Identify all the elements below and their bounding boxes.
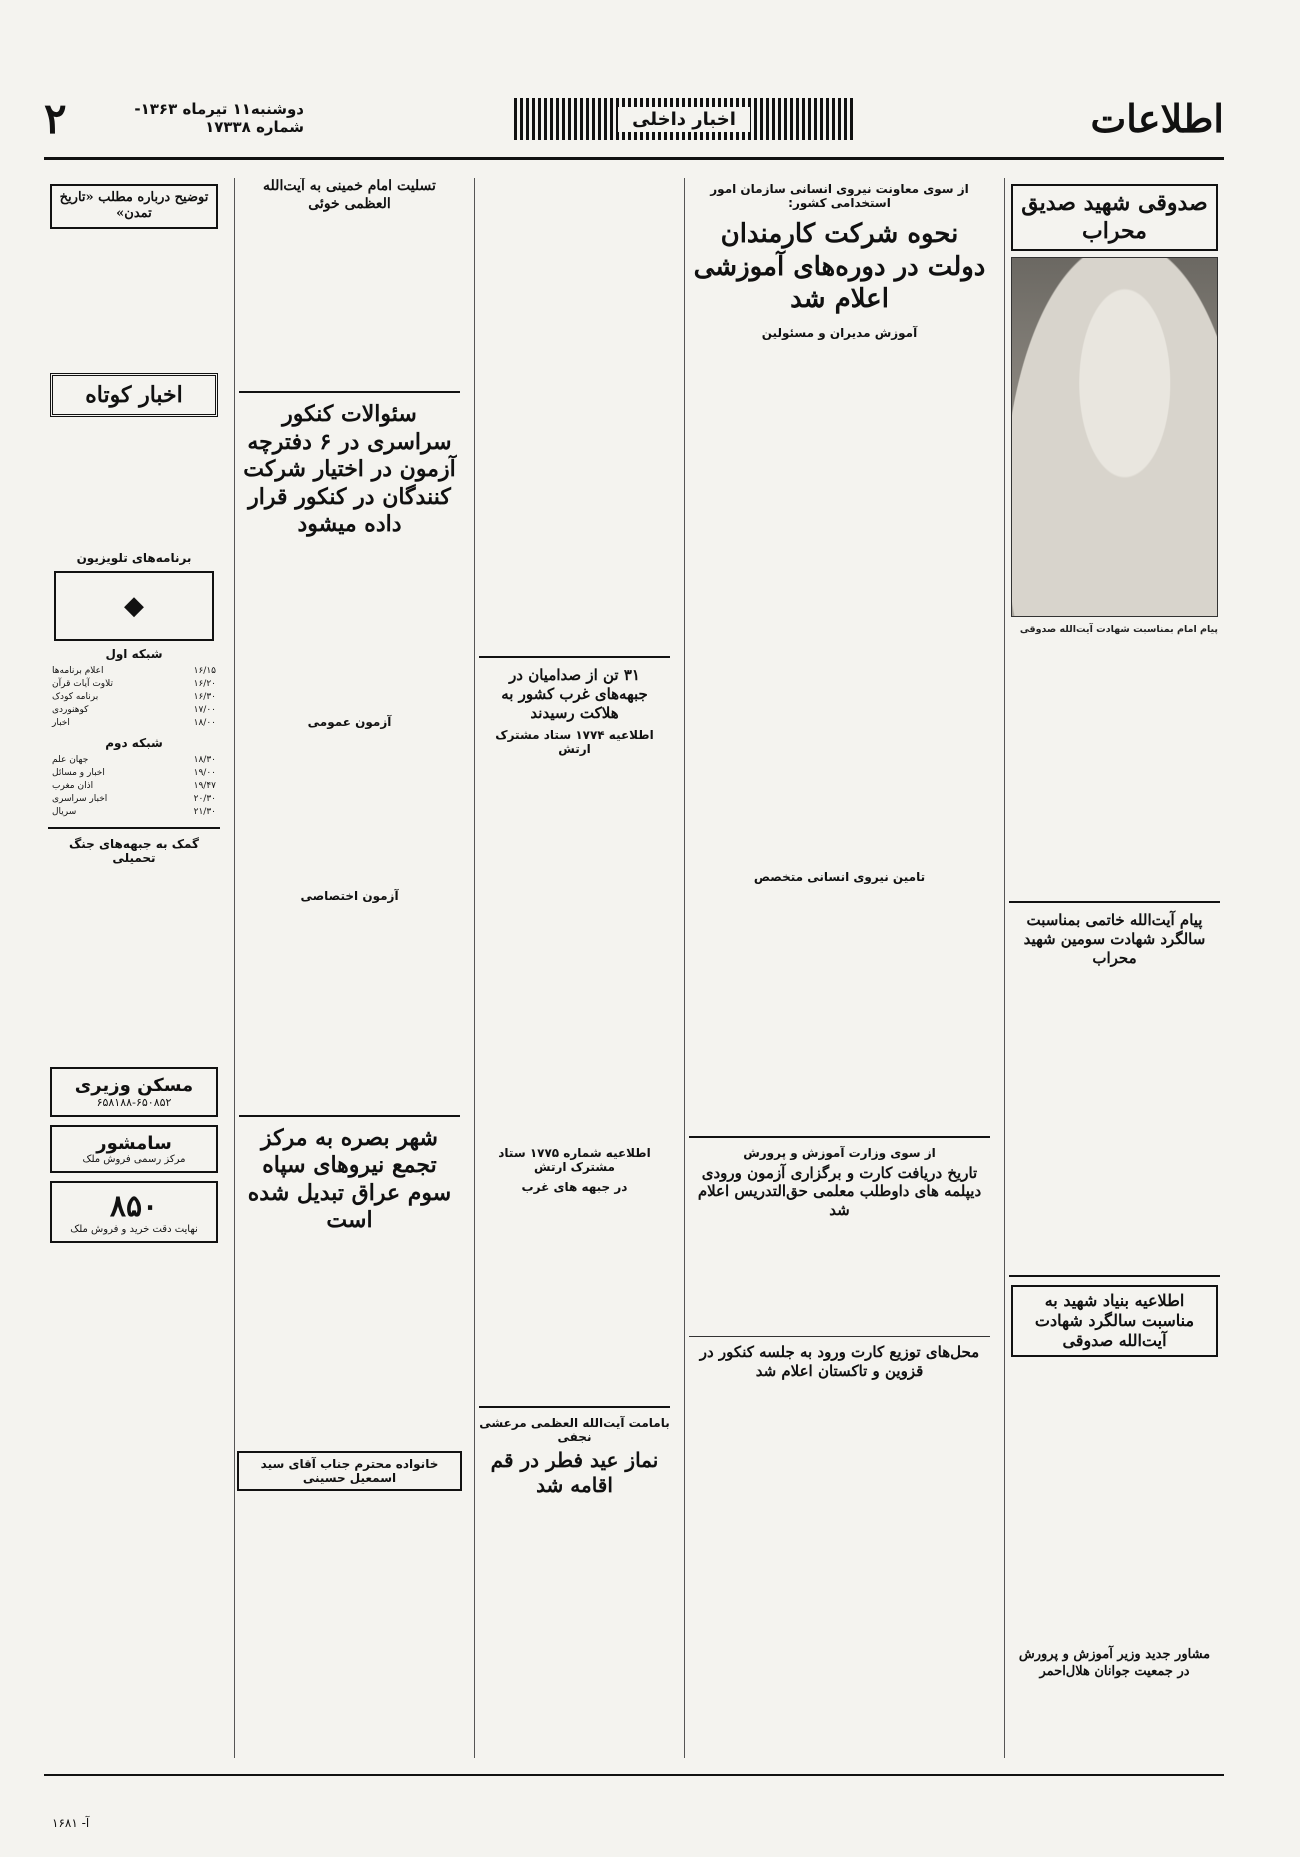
- article-body: [475, 760, 674, 1140]
- schedule-row: ۱۹/۴۷ اذان مغرب: [52, 780, 216, 791]
- ad-title: مسکن وزیری: [74, 1074, 194, 1096]
- article-body: [235, 539, 464, 709]
- footer-code: آ- ۱۶۸۱: [52, 1816, 90, 1830]
- headline-war: ۳۱ تن از صدامیان در جبهه‌های غرب کشور به هلاکت رسیدند: [501, 666, 648, 722]
- article-body: [1005, 967, 1224, 1267]
- schedule-row: ۱۸/۰۰ اخبار: [52, 717, 216, 728]
- column-left: [44, 178, 224, 1758]
- schedule-row: ۲۰/۳۰ اخبار سراسری: [52, 793, 216, 804]
- short-news-banner: اخبار کوتاه: [50, 373, 218, 417]
- article-caption: پیام امام بمناسبت شهادت آیت‌الله صدوقی: [1019, 624, 1218, 635]
- tv-schedule: [44, 665, 224, 730]
- ad-title: سامشور: [96, 1132, 172, 1154]
- ad-housing: [50, 1067, 218, 1117]
- ad-850: [50, 1181, 218, 1243]
- family-notice: خانواده محترم جناب آقای سید اسمعیل حسینی: [237, 1451, 462, 1491]
- article-body: [235, 733, 464, 883]
- column-center: [474, 178, 674, 1758]
- ad-subtitle: نهایت دقت خرید و فروش ملک: [70, 1223, 198, 1235]
- schedule-row: ۱۹/۰۰ اخبار و مسائل: [52, 767, 216, 778]
- article-body: [685, 1220, 994, 1330]
- portrait-photo: [1011, 257, 1218, 617]
- article-body: [235, 1235, 464, 1445]
- subhead-special-exam: آزمون اختصاصی: [300, 888, 399, 903]
- schedule-row: ۱۸/۳۰ جهان علم: [52, 754, 216, 765]
- headline-martyr-foundation: اطلاعیه بنیاد شهید به مناسبت سالگرد شهادت آیت‌الله صدوقی: [1011, 1285, 1218, 1357]
- newspaper-page: [44, 78, 1224, 1838]
- subhead-specialists: تامین نیروی انسانی متخصص: [753, 869, 926, 884]
- headline-sadoughi: صدوقی شهید صدیق محراب: [1011, 184, 1218, 251]
- column-mid-left: [234, 178, 464, 1758]
- section-bar: [514, 98, 854, 140]
- channel-one-title: شبکه اول: [105, 646, 163, 661]
- schedule-row: ۱۷/۰۰ کوهنوردی: [52, 704, 216, 715]
- tv-section-title: برنامه‌های تلویزیون: [76, 550, 192, 565]
- ad-big-number: ۸۵۰: [109, 1188, 159, 1224]
- headline-khatami: پیام آیت‌الله خاتمی بمناسبت سالگرد شهادت سومین شهید محراب: [1023, 911, 1206, 967]
- headline-training: نحوه شرکت کارمندان دولت در دوره‌های آموزشی اعلام شد: [693, 219, 986, 314]
- ad-phone: ۶۵۸۱۸۸-۶۵۰۸۵۲: [96, 1095, 172, 1109]
- headline-prayer: نماز عید فطر در قم اقامه شد: [490, 1448, 659, 1498]
- headline-konkur-qazvin: محل‌های توزیع کارت ورود به جلسه کنکور در قزوین و تاکستان اعلام شد: [699, 1342, 980, 1380]
- masthead: [44, 90, 1224, 160]
- article-body: [685, 344, 994, 864]
- article-body: [475, 1198, 674, 1398]
- subhead-managers: آموزش مدیران و مسئولین: [761, 325, 918, 340]
- newspaper-brand: اطلاعات: [1090, 96, 1224, 141]
- page-number: ۲: [44, 94, 67, 143]
- issue-date: دوشنبه۱۱ تیرماه ۱۳۶۳- شماره ۱۷۳۳۸: [134, 100, 304, 136]
- article-body: [235, 213, 464, 383]
- article-body: [44, 425, 224, 545]
- tv-schedule: [44, 754, 224, 819]
- article-body: [1005, 1363, 1224, 1643]
- section-label: اخبار داخلی: [618, 107, 750, 132]
- footer-strip: [44, 1774, 1224, 1834]
- war-subhead: در جبهه های غرب: [521, 1180, 628, 1195]
- tv-logo-icon: ◆: [54, 571, 214, 641]
- war-notice-2: اطلاعیه شماره ۱۷۷۵ ستاد مشترک ارتش: [498, 1146, 651, 1175]
- headline-condolence: تسلیت امام خمینی به آیت‌الله العظمی خوئی: [263, 178, 436, 212]
- ad-realestate: [50, 1125, 218, 1173]
- schedule-row: ۱۶/۱۵ اعلام برنامه‌ها: [52, 665, 216, 676]
- ad-subtitle: مرکز رسمی فروش ملک: [82, 1153, 186, 1165]
- kicker-education: از سوی وزارت آموزش و پرورش: [743, 1145, 936, 1160]
- channel-two-title: شبکه دوم: [105, 735, 163, 750]
- article-body: [44, 235, 224, 365]
- kicker-employment: از سوی معاونت نیروی انسانی سازمان امور استخدامی کشور:: [710, 182, 969, 210]
- column-right: [1004, 178, 1224, 1758]
- headline-exam: تاریخ دریافت کارت و برگزاری آزمون ورودی دیپلمه های داوطلب معلمی حق‌التدریس اعلام شد: [697, 1163, 982, 1219]
- article-body: [235, 907, 464, 1107]
- article-body: [685, 888, 994, 1128]
- kicker-prayer: بامامت آیت‌الله العظمی مرعشی نجفی: [479, 1416, 670, 1445]
- article-body: [44, 869, 224, 1059]
- article-body: [1005, 623, 1224, 893]
- headline-konkur: سئوالات کنکور سراسری در ۶ دفترچه آزمون در اختیار شرکت کنندگان در کنکور قرار داده میشود: [243, 401, 456, 537]
- schedule-row: ۲۱/۳۰ سریال: [52, 806, 216, 817]
- headline-basra: شهر بصره به مرکز تجمع نیروهای سپاه سوم عراق تبدیل شده است: [247, 1124, 452, 1233]
- front-aid-title: گمک به جبهه‌های جنگ تحمیلی: [68, 836, 200, 865]
- article-body: [475, 178, 674, 648]
- schedule-row: ۱۶/۲۰ تلاوت آیات قرآن: [52, 678, 216, 689]
- subhead-general-exam: آزمون عمومی: [307, 714, 392, 729]
- headline-clarification: توضیح درباره مطلب «تاریخ تمدن»: [50, 184, 218, 229]
- war-notice: اطلاعیه ۱۷۷۴ ستاد مشترک ارتش: [495, 728, 654, 757]
- headline-advisor: مشاور جدید وزیر آموزش و پرورش در جمعیت جوانان هلال‌احمر: [1018, 1647, 1211, 1679]
- schedule-row: ۱۶/۳۰ برنامه کودک: [52, 691, 216, 702]
- column-mid-right: [684, 178, 994, 1758]
